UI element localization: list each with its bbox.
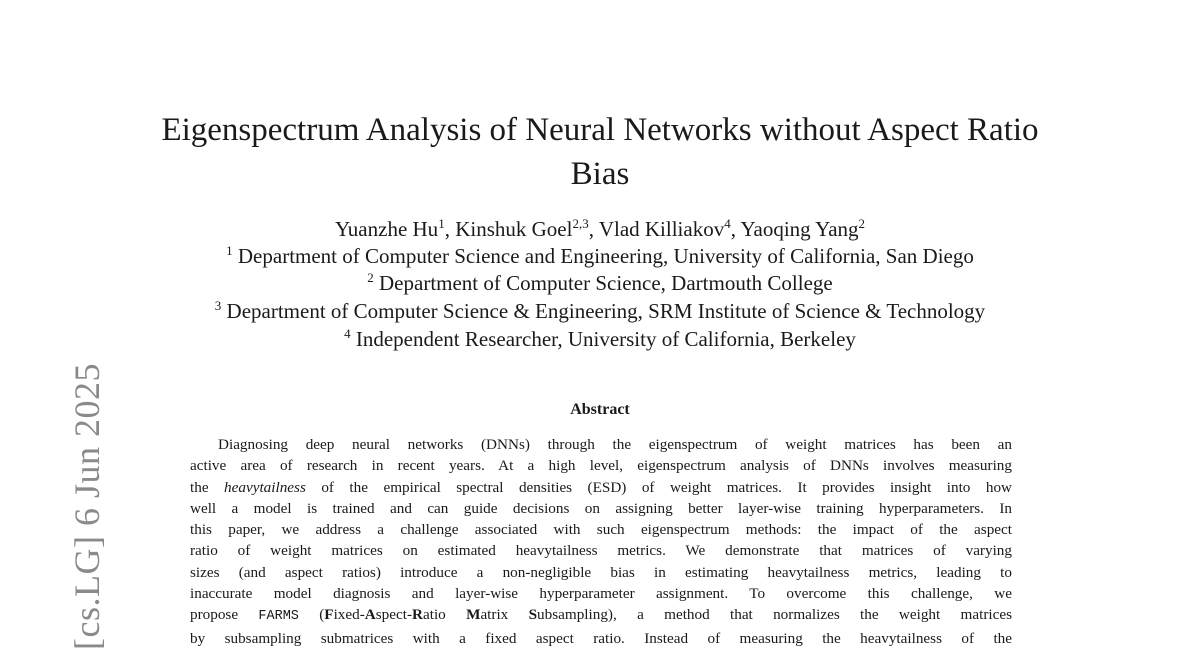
abstract-text: ubsampling), a method that normalizes the weight matrices: [537, 606, 1012, 624]
method-name-farms: FARMS: [258, 609, 299, 625]
abstract-heading: Abstract: [570, 401, 630, 418]
abstract-text: propose: [190, 606, 259, 624]
abstract-line: [190, 604, 1012, 627]
affiliation-number: 2: [367, 270, 374, 285]
abstract-text: atrix: [480, 606, 529, 624]
abstract-line: active area of research in recent years. At a high level, eigenspectrum analysis of DNNs involves measuring: [190, 457, 1012, 475]
abstract-text: atio: [423, 606, 467, 624]
abstract-emphasis: heavytailness: [224, 478, 306, 496]
acronym-letter: R: [412, 606, 423, 624]
paper-title: [130, 108, 1070, 196]
affiliation-text: Department of Computer Science & Engineering, SRM Institute of Science & Technology: [221, 299, 986, 323]
arxiv-stamp-text: [cs.LG] 6 Jun 2025: [67, 363, 107, 650]
abstract-line: this paper, we address a challenge associated with such eigenspectrum methods: the impact of the aspect: [190, 521, 1012, 539]
acronym-letter: A: [364, 606, 376, 624]
affiliation: [100, 326, 1100, 353]
author-name: Vlad Killiakov: [598, 217, 725, 241]
abstract-line: sizes (and aspect ratios) introduce a non-negligible bias in estimating heavytailness metrics, leading to: [190, 563, 1012, 581]
title-line-2: Bias: [570, 156, 630, 192]
abstract-line: inaccurate model diagnosis and layer-wise hyperparameter assignment. To overcome this challenge, we: [190, 585, 1012, 603]
author-name: Kinshuk Goel: [455, 217, 573, 241]
abstract-text: of the empirical spectral densities (ESD) of weight matrices. It provides insight into how: [305, 478, 1013, 496]
affiliation: [100, 243, 1100, 270]
affiliation: [100, 298, 1100, 325]
author-list: [100, 216, 1100, 243]
author-affil-mark: 2: [858, 216, 866, 231]
author-affil-mark: 4: [724, 216, 731, 231]
abstract-line: ratio of weight matrices on estimated heavytailness metrics. We demonstrate that matrices of varying: [190, 542, 1012, 560]
abstract-line: [190, 477, 1012, 498]
arxiv-sidebar-stamp: [30, 340, 107, 650]
abstract-text: ixed-: [333, 606, 365, 624]
author-name: Yaoqing Yang: [740, 217, 859, 241]
acronym-letter: F: [324, 606, 334, 624]
author-separator: ,: [444, 217, 456, 241]
author-affil-mark: 1: [438, 216, 445, 231]
acronym-letter: S: [528, 606, 538, 624]
affiliation-text: Department of Computer Science and Engineering, University of California, San Diego: [232, 244, 974, 268]
affiliation-number: 1: [226, 243, 233, 258]
abstract-body: [190, 434, 1012, 649]
affiliation-number: 4: [344, 326, 351, 341]
abstract-line: Diagnosing deep neural networks (DNNs) through the eigenspectrum of weight matrices has been an: [218, 436, 1012, 453]
affiliation-text: Independent Researcher, University of California, Berkeley: [350, 327, 856, 351]
acronym-letter: M: [466, 606, 481, 624]
author-affil-mark: 2,3: [572, 216, 589, 231]
author-name: Yuanzhe Hu: [334, 217, 439, 241]
abstract-line: well a model is trained and can guide decisions on assigning better layer-wise training hyperparameters. In: [190, 499, 1012, 517]
author-separator: ,: [588, 217, 599, 241]
author-separator: ,: [730, 217, 741, 241]
abstract-text: (: [298, 606, 325, 624]
title-line-1: Eigenspectrum Analysis of Neural Networks without Aspect Ratio: [161, 112, 1039, 148]
abstract-text: the: [190, 478, 225, 496]
abstract-text: spect-: [375, 606, 413, 624]
affiliation-text: Department of Computer Science, Dartmouth College: [373, 271, 833, 295]
affiliation: [100, 270, 1100, 297]
affiliation-number: 3: [214, 298, 222, 313]
abstract-line: by subsampling submatrices with a fixed aspect ratio. Instead of measuring the heavytailness of the: [190, 629, 1012, 647]
